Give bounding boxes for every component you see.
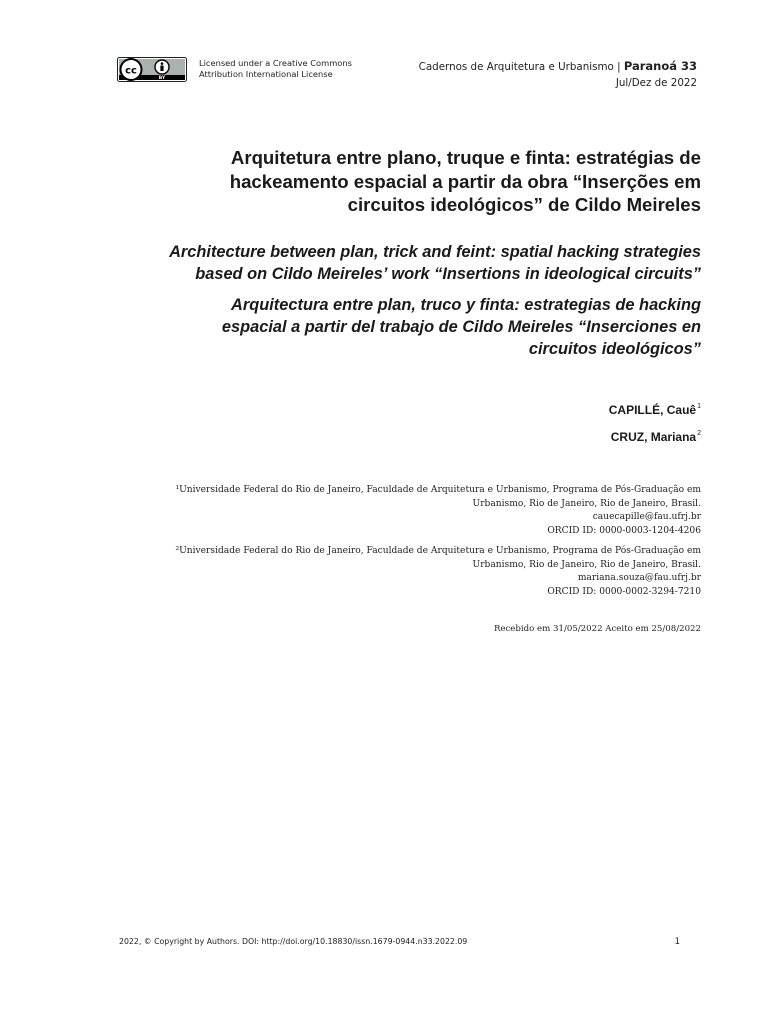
title-pt-line: Arquitetura entre plano, truque e finta: estratégias de bbox=[230, 147, 701, 168]
svg-text:cc: cc bbox=[125, 65, 137, 77]
author-capille bbox=[609, 403, 701, 417]
title-pt-line: circuitos ideológicos” de Cildo Meireles bbox=[347, 194, 701, 215]
affiliation-orcid: ORCID ID: 0000-0003-1204-4206 bbox=[547, 525, 701, 536]
affiliation-2 bbox=[120, 545, 701, 599]
title-english bbox=[100, 241, 701, 285]
title-pt-line: hackeamento espacial a partir da obra “Inserções em bbox=[229, 170, 701, 192]
affiliation-1 bbox=[120, 484, 701, 538]
affiliation-line: ²Universidade Federal do Rio de Janeiro, Faculdade de Arquitetura e Urbanismo, Programa de Pós-Graduação em bbox=[175, 546, 701, 556]
title-portuguese bbox=[100, 146, 701, 217]
title-en-line: Architecture between plan, trick and feint: spatial hacking strategies bbox=[169, 243, 701, 261]
title-es-line: Arquitectura entre plan, truco y finta: estrategias de hacking bbox=[231, 296, 701, 314]
received-accepted-dates: Recebido em 31/05/2022 Aceito em 25/08/2022 bbox=[493, 624, 701, 634]
journal-separator: | bbox=[617, 61, 621, 73]
journal-name: Cadernos de Arquitetura e Urbanismo bbox=[418, 61, 614, 73]
cc-by-badge-icon bbox=[117, 57, 187, 82]
author-name: CAPILLÉ, Cauê bbox=[608, 403, 697, 417]
author-name: CRUZ, Mariana bbox=[610, 430, 697, 444]
footer-copyright-doi: 2022, © Copyright by Authors. DOI: http://doi.org/10.18830/issn.1679-0944.n33.2022.09 bbox=[119, 937, 468, 946]
affiliation-orcid: ORCID ID: 0000-0002-3294-7210 bbox=[547, 586, 701, 597]
affiliation-line: Urbanismo, Rio de Janeiro, Rio de Janeiro, Brasil. bbox=[472, 498, 701, 509]
affiliation-line: Urbanismo, Rio de Janeiro, Rio de Janeiro, Brasil. bbox=[472, 559, 701, 570]
author-affiliation-marker: 2 bbox=[697, 430, 701, 437]
author-cruz bbox=[611, 430, 701, 444]
title-en-line: based on Cildo Meireles’ work “Insertions in ideological circuits” bbox=[195, 265, 701, 283]
license-line-1: Licensed under a Creative Commons bbox=[199, 58, 352, 68]
cc-by-label: BY bbox=[158, 76, 166, 82]
journal-header bbox=[419, 58, 697, 91]
title-spanish bbox=[100, 294, 701, 360]
title-es-line: espacial a partir del trabajo de Cildo Meireles “Inserciones en bbox=[221, 318, 701, 336]
affiliation-line: ¹Universidade Federal do Rio de Janeiro, Faculdade de Arquitetura e Urbanismo, Programa de Pós-Graduação em bbox=[175, 485, 701, 495]
license-notice bbox=[199, 58, 352, 80]
license-line-2: Attribution International License bbox=[199, 69, 333, 79]
title-es-line: circuitos ideológicos” bbox=[528, 340, 701, 358]
page-number: 1 bbox=[674, 937, 680, 947]
author-affiliation-marker: 1 bbox=[697, 403, 701, 410]
affiliation-email: cauecapille@fau.ufrj.br bbox=[592, 512, 701, 523]
affiliation-email: mariana.souza@fau.ufrj.br bbox=[577, 573, 701, 584]
journal-date: Jul/Dez de 2022 bbox=[615, 77, 697, 89]
journal-name-line bbox=[419, 58, 697, 75]
journal-volume: Paranoá 33 bbox=[623, 59, 697, 73]
